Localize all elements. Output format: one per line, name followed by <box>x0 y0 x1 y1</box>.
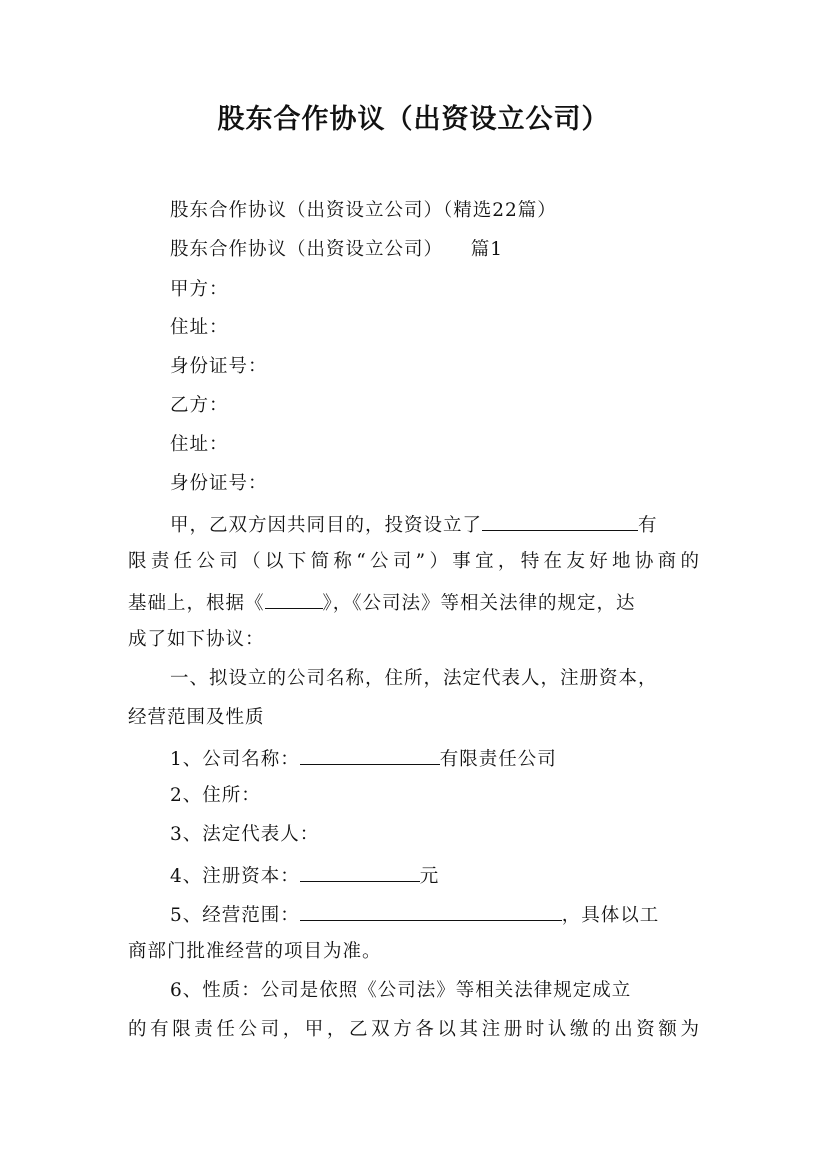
item-3-legal-representative: 3、法定代表人： <box>170 824 320 845</box>
law-name-blank <box>265 588 323 609</box>
paragraph-1-text-a: 甲，乙双方因共同目的，投资设立了 <box>170 515 483 536</box>
item-4-suffix: 元 <box>419 866 440 887</box>
item-1-label: 1、公司名称： <box>170 749 300 770</box>
item-6-line-1: 6、性质：公司是依照《公司法》等相关法律规定成立 <box>170 980 632 1001</box>
item-5-line-2: 商部门批准经营的项目为准。 <box>128 941 382 962</box>
section-1-heading-line-1: 一、拟设立的公司名称，住所，法定代表人，注册资本， <box>170 668 658 689</box>
address-b-label: 住址： <box>170 434 229 455</box>
section-1-heading-line-2: 经营范围及性质 <box>128 707 265 728</box>
paragraph-1-line-4: 成了如下协议： <box>128 629 265 650</box>
company-name-blank <box>482 510 638 531</box>
party-b-label: 乙方： <box>170 395 229 416</box>
chapter-number: 篇1 <box>470 239 504 260</box>
item-4-registered-capital <box>170 861 439 890</box>
chapter-heading <box>170 237 503 263</box>
document-title: 股东合作协议（出资设立公司） <box>217 104 610 135</box>
paragraph-1-line-2: 限责任公司（以下简称“公司”）事宜，特在友好地协商的 <box>128 551 700 572</box>
item-1-blank <box>300 744 440 765</box>
item-2-address: 2、住所： <box>170 785 261 806</box>
paragraph-1-line-3 <box>128 588 636 617</box>
item-5-suffix: ，具体以工 <box>561 905 660 926</box>
id-a-label: 身份证号： <box>170 356 268 377</box>
item-1-suffix: 有限责任公司 <box>439 749 557 770</box>
item-5-label: 5、经营范围： <box>170 905 300 926</box>
item-1-company-name <box>170 744 557 773</box>
item-4-label: 4、注册资本： <box>170 866 300 887</box>
chapter-name: 股东合作协议（出资设立公司） <box>170 239 444 260</box>
item-5-blank <box>300 900 562 921</box>
item-6-line-2: 的有限责任公司，甲，乙双方各以其注册时认缴的出资额为 <box>128 1019 700 1040</box>
address-a-label: 住址： <box>170 317 229 338</box>
item-5-business-scope <box>170 900 659 929</box>
item-4-blank <box>300 861 420 882</box>
paragraph-1-line-3-text-b: 》，《公司法》等相关法律的规定，达 <box>322 593 636 614</box>
paragraph-1-line-3-text-a: 基础上，根据《 <box>128 593 265 614</box>
party-a-label: 甲方： <box>170 279 229 300</box>
paragraph-1-line-1 <box>170 510 658 539</box>
paragraph-1-text-b: 有 <box>638 515 658 536</box>
subtitle-line: 股东合作协议（出资设立公司）（精选22篇） <box>170 200 557 221</box>
id-b-label: 身份证号： <box>170 473 268 494</box>
